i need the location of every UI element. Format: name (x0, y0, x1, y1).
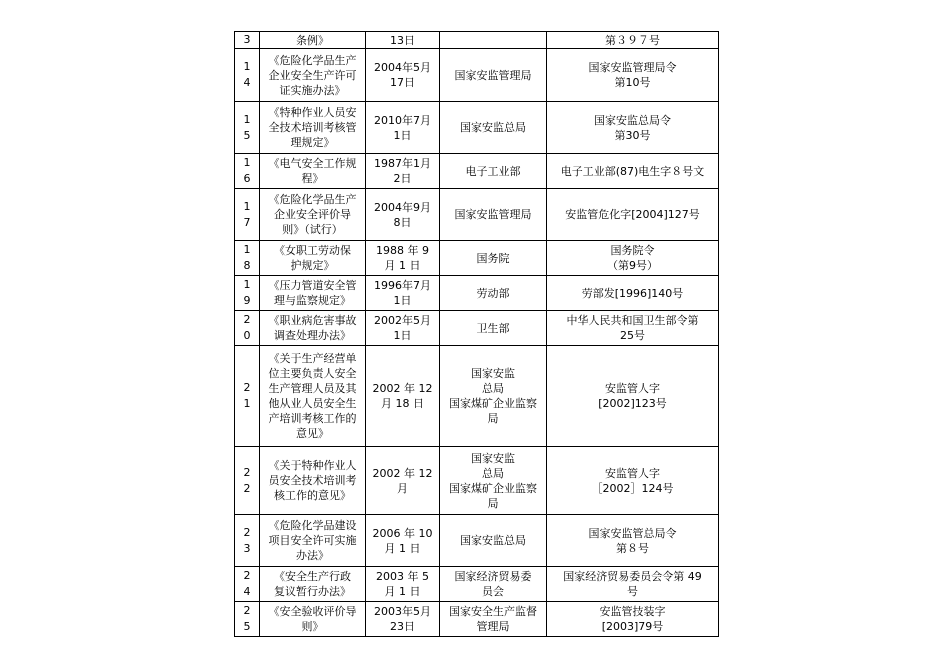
row-number-cell: 1 4 (235, 49, 260, 102)
table-row (235, 447, 719, 515)
document-number-cell: 安监管危化字[2004]127号 (547, 189, 719, 241)
document-number-cell: 第３９７号 (547, 32, 719, 49)
issuing-authority-cell: 国家安监总局 (440, 102, 547, 154)
row-number-cell: 3 (235, 32, 260, 49)
document-number-cell: 中华人民共和国卫生部令第 25号 (547, 311, 719, 346)
regulation-title-cell: 《电气安全工作规 程》 (260, 154, 366, 189)
effective-date-cell: 2002年5月 1日 (366, 311, 440, 346)
table-row (235, 276, 719, 311)
effective-date-cell: 2004年5月 17日 (366, 49, 440, 102)
regulations-table (234, 31, 719, 637)
document-number-cell: 安监管技装字 [2003]79号 (547, 602, 719, 637)
issuing-authority-cell: 国家经济贸易委 员会 (440, 567, 547, 602)
effective-date-cell: 1988 年 9 月 1 日 (366, 241, 440, 276)
document-number-cell: 安监管人字 ［2002］124号 (547, 447, 719, 515)
document-number-cell: 国家安监总局令 第30号 (547, 102, 719, 154)
document-number-cell: 安监管人字 [2002]123号 (547, 346, 719, 447)
document-number-cell: 国家安监管理局令 第10号 (547, 49, 719, 102)
table-row (235, 49, 719, 102)
table-row (235, 189, 719, 241)
issuing-authority-cell: 国家安监 总局 国家煤矿企业监察 局 (440, 447, 547, 515)
row-number-cell: 2 2 (235, 447, 260, 515)
row-number-cell: 2 0 (235, 311, 260, 346)
issuing-authority-cell: 劳动部 (440, 276, 547, 311)
issuing-authority-cell: 国家安监管理局 (440, 49, 547, 102)
issuing-authority-cell: 电子工业部 (440, 154, 547, 189)
row-number-cell: 2 5 (235, 602, 260, 637)
issuing-authority-cell: 国家安全生产监督 管理局 (440, 602, 547, 637)
table-row (235, 102, 719, 154)
row-number-cell: 2 1 (235, 346, 260, 447)
table-row (235, 515, 719, 567)
regulation-title-cell: 《关于生产经营单 位主要负责人安全 生产管理人员及其 他从业人员安全生 产培训考核工作的 意见》 (260, 346, 366, 447)
row-number-cell: 1 5 (235, 102, 260, 154)
table-row (235, 241, 719, 276)
regulation-title-cell: 《安全生产行政 复议暂行办法》 (260, 567, 366, 602)
issuing-authority-cell: 国家安监总局 (440, 515, 547, 567)
regulation-title-cell: 条例》 (260, 32, 366, 49)
table-row (235, 32, 719, 49)
issuing-authority-cell: 国家安监 总局 国家煤矿企业监察 局 (440, 346, 547, 447)
regulation-title-cell: 《特种作业人员安 全技术培训考核管 理规定》 (260, 102, 366, 154)
effective-date-cell: 2002 年 12 月 18 日 (366, 346, 440, 447)
row-number-cell: 2 3 (235, 515, 260, 567)
row-number-cell: 2 4 (235, 567, 260, 602)
document-number-cell: 电子工业部(87)电生字８号文 (547, 154, 719, 189)
row-number-cell: 1 9 (235, 276, 260, 311)
document-number-cell: 国家安监管总局令 第８号 (547, 515, 719, 567)
regulation-title-cell: 《危险化学品建设 项目安全许可实施 办法》 (260, 515, 366, 567)
regulation-title-cell: 《女职工劳动保 护规定》 (260, 241, 366, 276)
regulation-title-cell: 《关于特种作业人 员安全技术培训考 核工作的意见》 (260, 447, 366, 515)
table-row (235, 346, 719, 447)
table-row (235, 154, 719, 189)
regulation-title-cell: 《危险化学品生产 企业安全生产许可 证实施办法》 (260, 49, 366, 102)
issuing-authority-cell (440, 32, 547, 49)
effective-date-cell: 1996年7月 1日 (366, 276, 440, 311)
row-number-cell: 1 8 (235, 241, 260, 276)
effective-date-cell: 13日 (366, 32, 440, 49)
regulation-title-cell: 《职业病危害事故 调查处理办法》 (260, 311, 366, 346)
row-number-cell: 1 7 (235, 189, 260, 241)
effective-date-cell: 2003 年 5 月 1 日 (366, 567, 440, 602)
regulation-title-cell: 《压力管道安全管 理与监察规定》 (260, 276, 366, 311)
issuing-authority-cell: 国务院 (440, 241, 547, 276)
effective-date-cell: 2004年9月 8日 (366, 189, 440, 241)
regulation-title-cell: 《安全验收评价导 则》 (260, 602, 366, 637)
effective-date-cell: 2002 年 12 月 (366, 447, 440, 515)
effective-date-cell: 2006 年 10 月 1 日 (366, 515, 440, 567)
document-number-cell: 国家经济贸易委员会令第 49 号 (547, 567, 719, 602)
document-number-cell: 国务院令 （第9号） (547, 241, 719, 276)
table-row (235, 567, 719, 602)
document-number-cell: 劳部发[1996]140号 (547, 276, 719, 311)
regulation-title-cell: 《危险化学品生产 企业安全评价导 则》（试行） (260, 189, 366, 241)
table-row (235, 602, 719, 637)
issuing-authority-cell: 卫生部 (440, 311, 547, 346)
row-number-cell: 1 6 (235, 154, 260, 189)
effective-date-cell: 2003年5月 23日 (366, 602, 440, 637)
issuing-authority-cell: 国家安监管理局 (440, 189, 547, 241)
effective-date-cell: 1987年1月 2日 (366, 154, 440, 189)
table-row (235, 311, 719, 346)
effective-date-cell: 2010年7月 1日 (366, 102, 440, 154)
